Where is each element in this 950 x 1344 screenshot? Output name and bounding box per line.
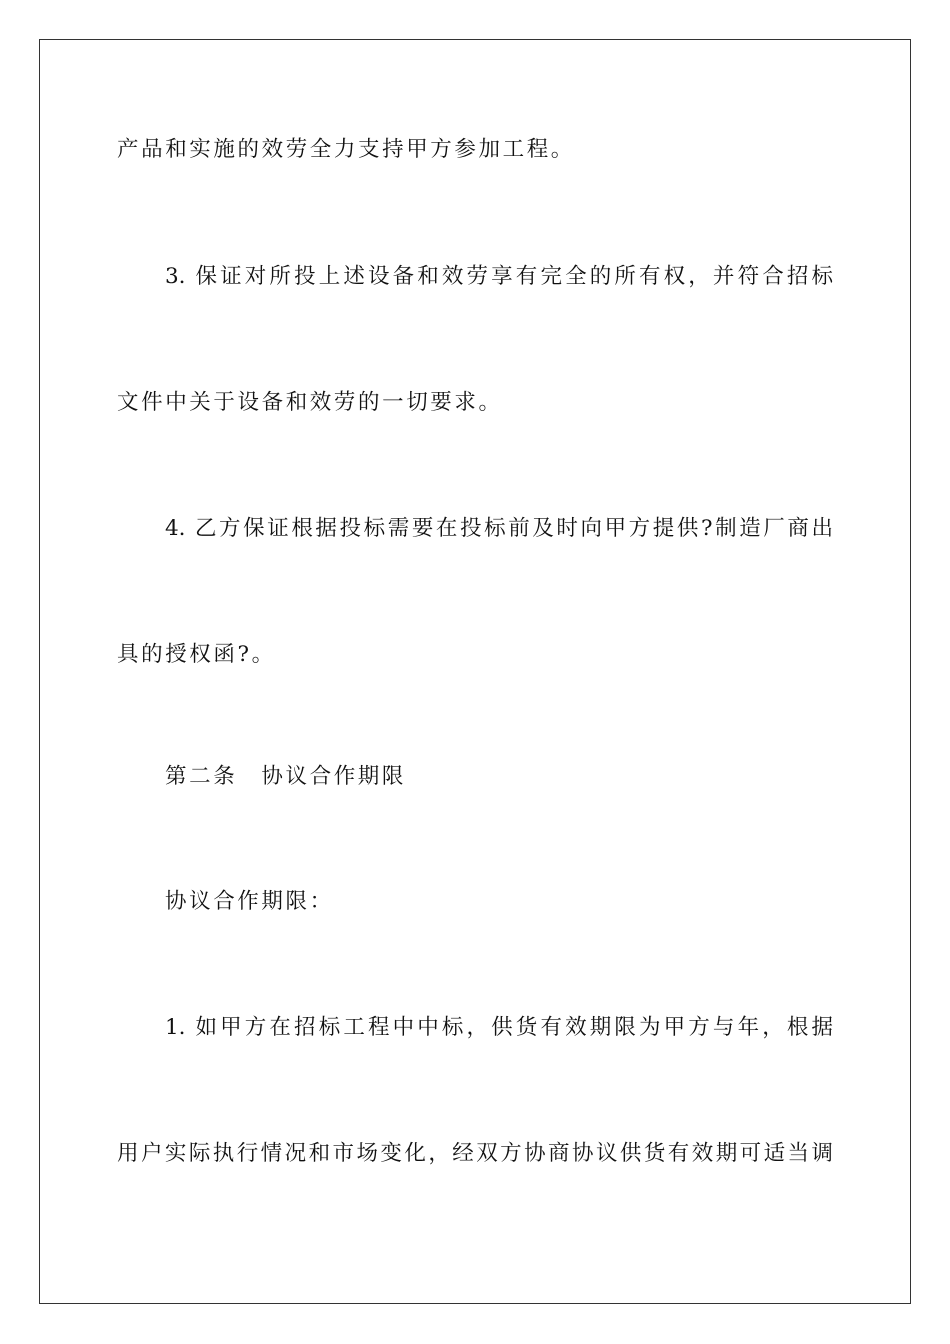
paragraph-line-1: 产品和实施的效劳全力支持甲方参加工程。 — [117, 137, 575, 162]
paragraph-line-7: 协议合作期限： — [165, 889, 334, 914]
page-frame — [39, 39, 911, 1304]
paragraph-line-5: 具的授权函?。 — [117, 642, 276, 667]
paragraph-line-4: 4. 乙方保证根据投标需要在投标前及时向甲方提供?制造厂商出 — [165, 516, 833, 541]
paragraph-line-9: 用户实际执行情况和市场变化，经双方协商协议供货有效期可适当调 — [117, 1141, 833, 1166]
section-heading: 第二条 协议合作期限 — [165, 764, 407, 789]
paragraph-line-8: 1. 如甲方在招标工程中中标，供货有效期限为甲方与年，根据 — [165, 1015, 833, 1040]
paragraph-line-3: 文件中关于设备和效劳的一切要求。 — [117, 390, 503, 415]
paragraph-line-2: 3. 保证对所投上述设备和效劳享有完全的所有权，并符合招标 — [165, 264, 833, 289]
